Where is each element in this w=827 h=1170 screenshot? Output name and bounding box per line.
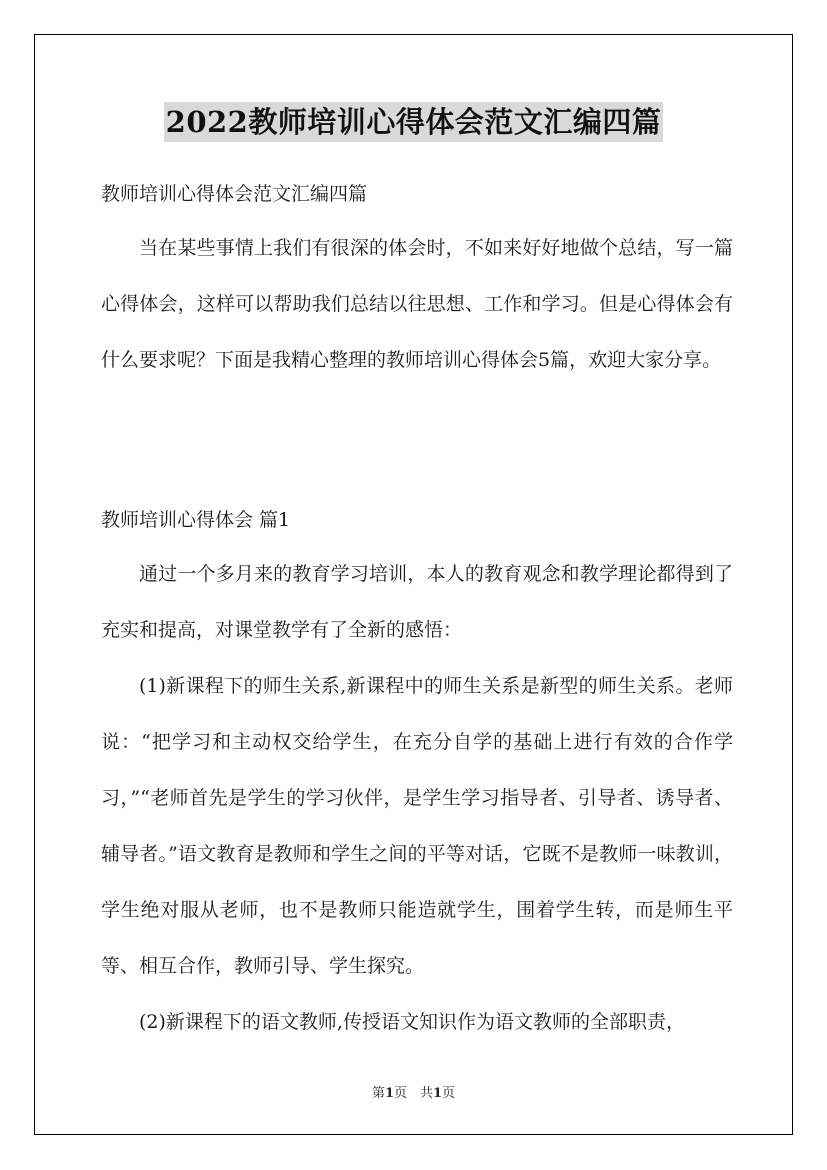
document-subtitle: 教师培训心得体会范文汇编四篇	[101, 183, 368, 205]
paragraph: (2)新课程下的语文教师,传授语文知识作为语文教师的全部职责，	[139, 1011, 685, 1033]
section-heading: 教师培训心得体会 篇1	[101, 509, 291, 531]
document-title-block	[0, 100, 827, 141]
paragraph: (1)新课程下的师生关系,新课程中的师生关系是新型的师生关系。老师说：“把学习和主动权交给学生，在充分自学的基础上进行有效的合作学习，”“老师首先是学生的学习伙伴，是学生学习指导者、引导者、诱导者、辅导者。”语文教育是教师和学生之间的平等对话，它既不是教师一味教训，学生绝对服从老师，也不是教师只能造就学生，围着学生转，而是师生平等、相互合作，教师引导、学生探究。	[101, 675, 733, 977]
footer-suffix: 页	[442, 1086, 456, 1101]
document-title: 2022教师培训心得体会范文汇编四篇	[164, 102, 664, 142]
section-body	[101, 546, 733, 1050]
paragraph: 通过一个多月来的教育学习培训，本人的教育观念和教学理论都得到了充实和提高，对课堂教学有了全新的感悟：	[101, 563, 733, 641]
intro-section	[101, 220, 733, 388]
total-page-number: 1	[433, 1086, 443, 1101]
current-page-number: 1	[384, 1086, 394, 1101]
page-footer	[0, 1082, 827, 1101]
footer-prefix: 第	[371, 1086, 385, 1101]
intro-paragraph: 当在某些事情上我们有很深的体会时，不如来好好地做个总结，写一篇心得体会，这样可以帮助我们总结以往思想、工作和学习。但是心得体会有什么要求呢？下面是我精心整理的教师培训心得体会5篇，欢迎大家分享。	[101, 237, 733, 371]
footer-mid: 页 共	[393, 1086, 433, 1101]
